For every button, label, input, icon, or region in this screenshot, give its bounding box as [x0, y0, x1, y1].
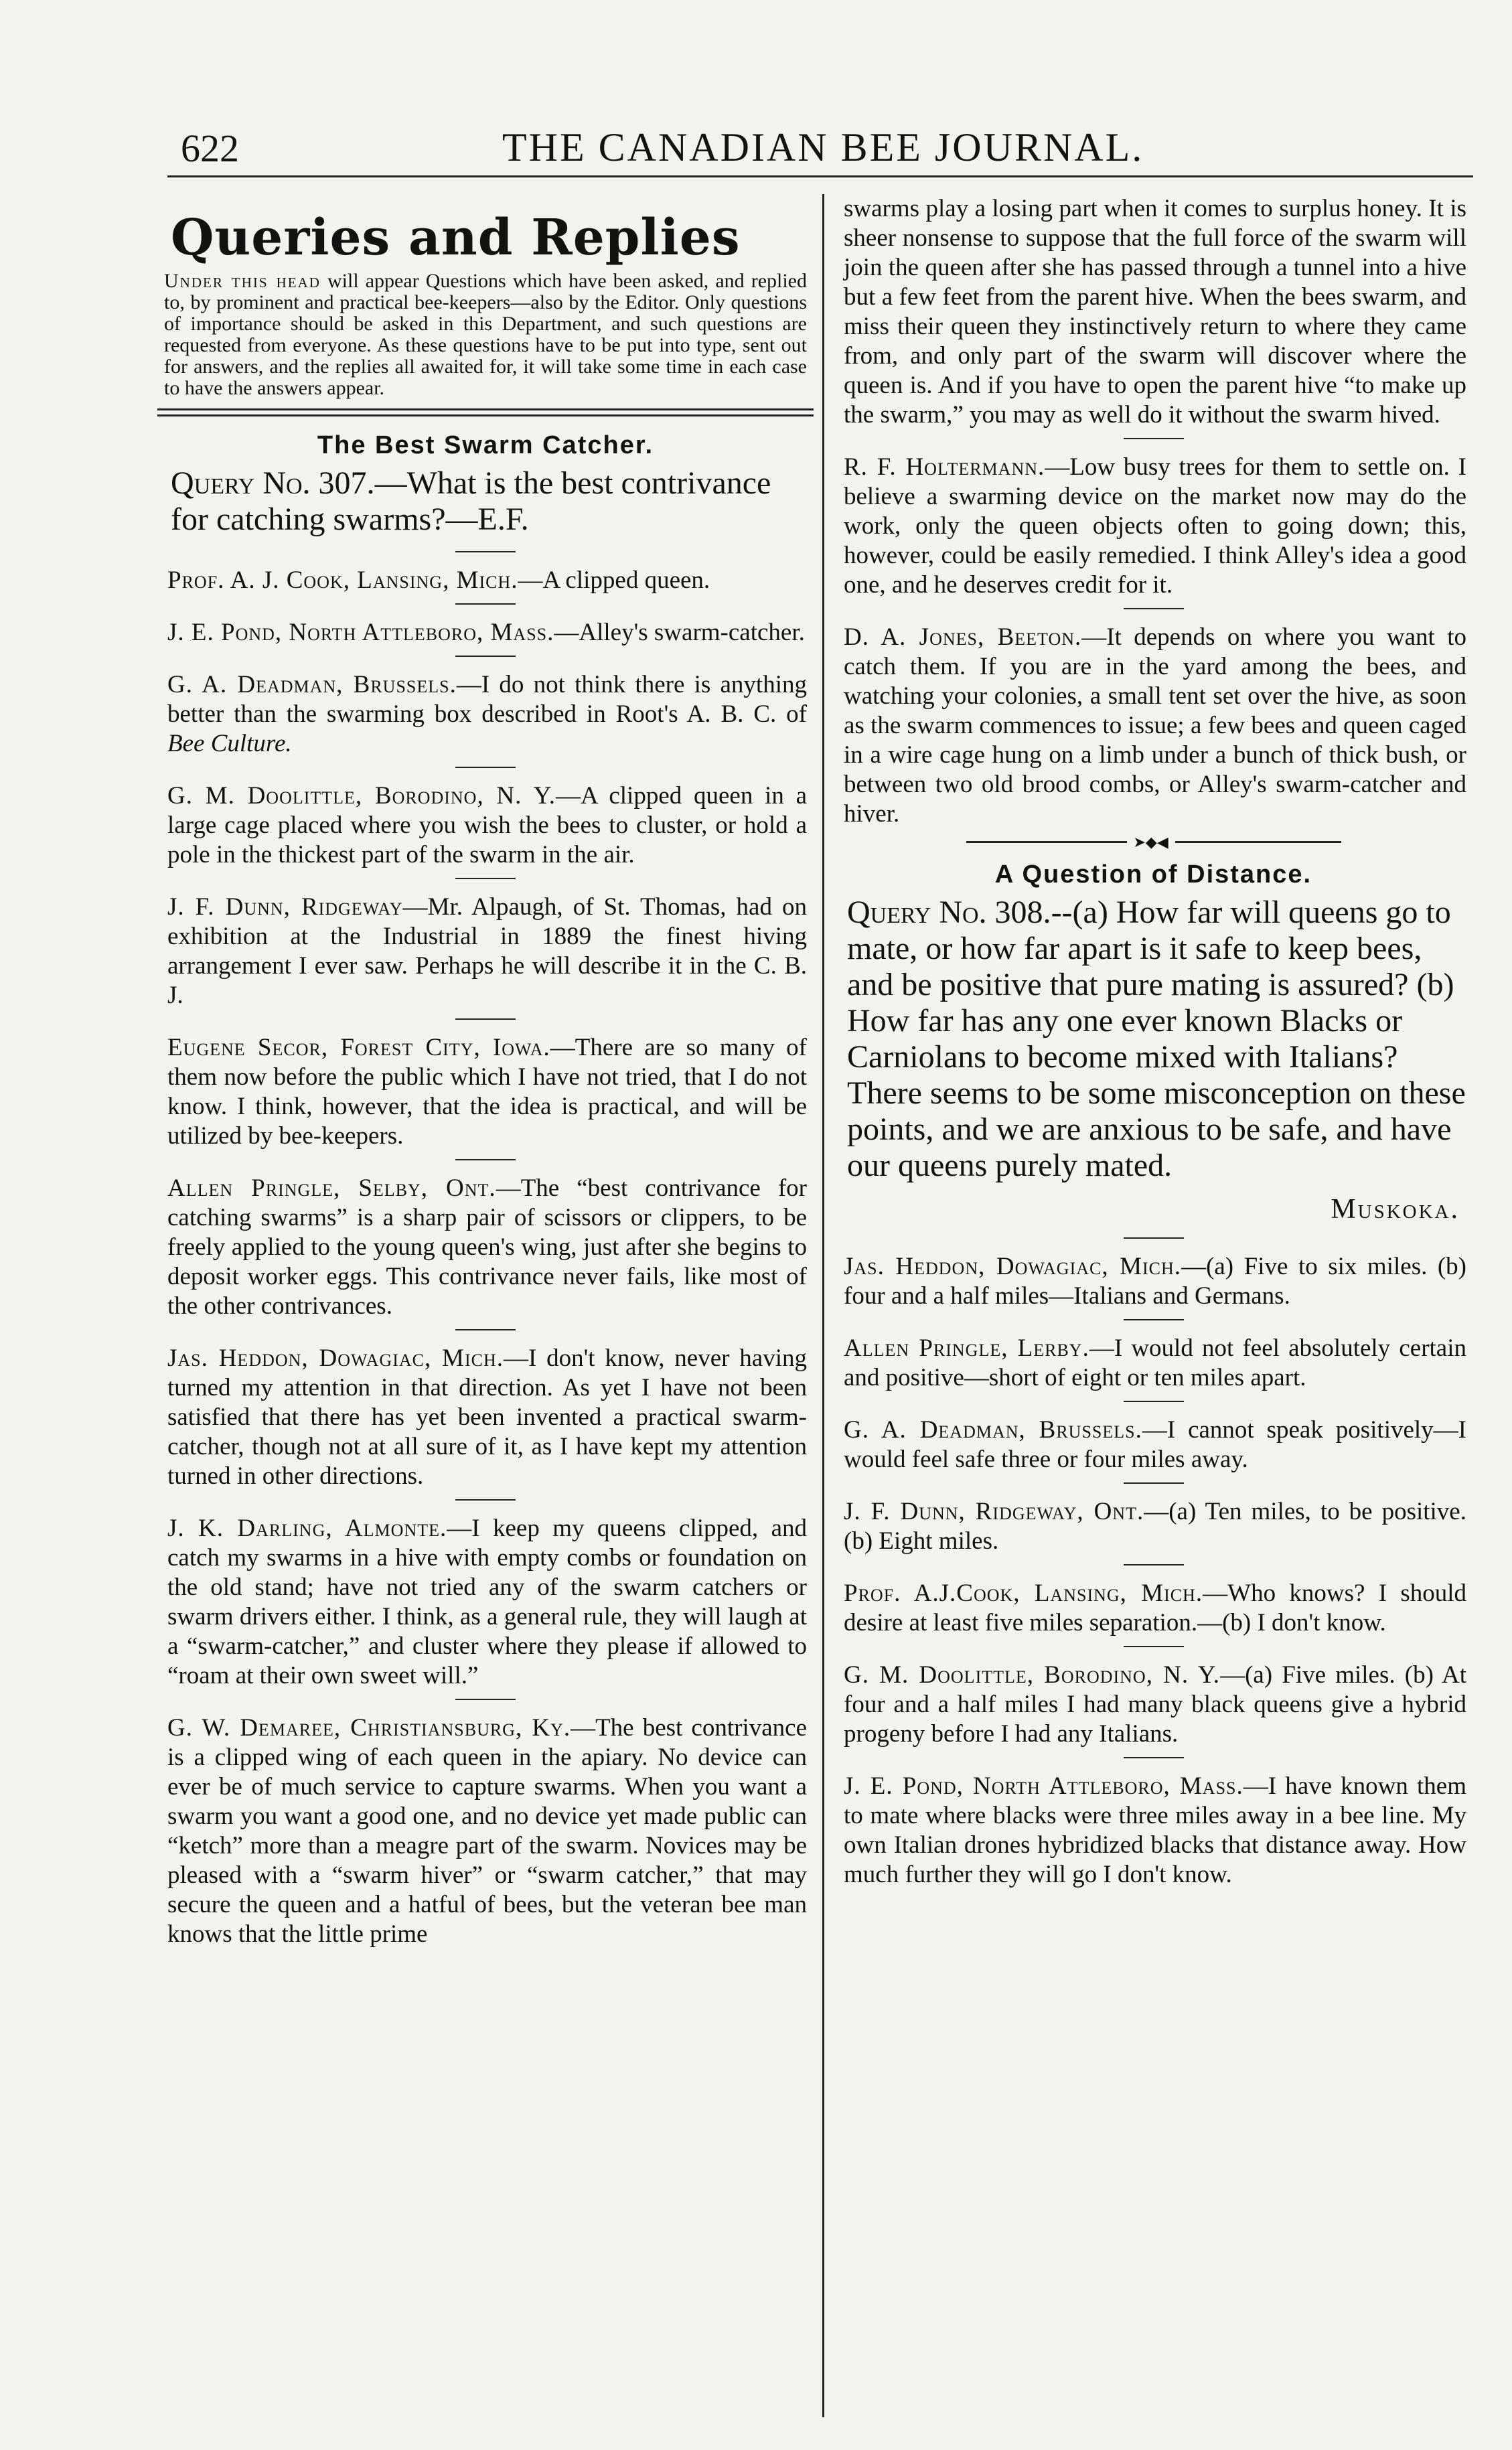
- reply: [167, 1033, 807, 1151]
- double-rule: [157, 408, 814, 416]
- respondent-name: Prof. A.J.Cook, Lansing, Mich.: [844, 1580, 1203, 1607]
- query-text: —What is the best contrivance for catching swarms?—E.F.: [171, 465, 771, 537]
- reply: [167, 1713, 807, 1949]
- separator-rule: [455, 1499, 516, 1501]
- query-307: [171, 465, 807, 538]
- reply-text: —Alley's swarm-catcher.: [554, 619, 805, 646]
- reply-text: —I have known them to mate where blacks were three miles away in a bee line. My own Italian drones hybridized blacks that distance away. How much further they will go I don't know.: [844, 1772, 1466, 1888]
- ornament-rule: [966, 834, 1341, 850]
- reply-text: —Mr. Alpaugh, of St. Thomas, had on exhibition at the Industrial in 1889 the finest hiving arrangement I ever saw. Perhaps he will describe it in the C. B. J.: [167, 893, 807, 1009]
- reply: [167, 1174, 807, 1321]
- reply-text: —I cannot speak positively—I would feel safe three or four miles away.: [844, 1416, 1466, 1473]
- reply: [844, 1497, 1466, 1556]
- reply-text: —A clipped queen in a large cage placed where you wish the bees to cluster, or hold a pole in the thickest part of the swarm in the air.: [167, 782, 807, 868]
- reply: [167, 670, 807, 759]
- left-column: [157, 194, 814, 1957]
- respondent-name: Allen Pringle, Lerby.: [844, 1334, 1089, 1362]
- respondent-name: D. A. Jones, Beeton.: [844, 623, 1082, 651]
- respondent-name: Allen Pringle, Selby, Ont.: [167, 1174, 496, 1202]
- respondent-name: G. W. Demaree, Christiansburg, Ky.: [167, 1714, 571, 1742]
- reply: [167, 566, 807, 595]
- respondent-name: G. M. Doolittle, Borodino, N. Y.: [844, 1661, 1221, 1689]
- separator-rule: [1124, 1757, 1184, 1758]
- respondent-name: Jas. Heddon, Dowagiac, Mich.: [167, 1345, 504, 1372]
- reply-text: —(a) Five miles. (b) At four and a half miles I had many black queens give a hybrid progeny before I had any Italians.: [844, 1661, 1467, 1748]
- department-note-body: will appear Questions which have been asked, and replied to, by prominent and practical bee-keepers—also by the Editor. Only questions of importance should be asked in this Department, and such questions are requested from everyone. As these questions have to be put into type, sent out for answers, and the replies all awaited for, it will take some time in each case to have the answers appear.: [164, 270, 807, 399]
- separator-rule: [1124, 438, 1184, 439]
- right-column: [834, 194, 1473, 1898]
- right-replies-307: [834, 438, 1473, 829]
- left-replies: [157, 551, 814, 1949]
- respondent-name: J. F. Dunn, Ridgeway: [167, 893, 403, 921]
- section-title-distance: A Question of Distance.: [994, 860, 1312, 889]
- respondent-name: J. K. Darling, Almonte.: [167, 1515, 447, 1542]
- reply-text: —I keep my queens clipped, and catch my swarms in a hive with empty combs or foundation on the old stand; have not tried any of the swarm catchers or swarm drivers either. I think, as a general rule, they will laugh at a “swarm-catcher,” and cluster where they please if allowed to “roam at their own sweet will.”: [167, 1515, 807, 1689]
- section-title-swarm-catcher: The Best Swarm Catcher.: [317, 431, 654, 459]
- reply-text: —(a) Five to six miles. (b) four and a half miles—Italians and Germans.: [844, 1253, 1466, 1310]
- query-label: Query No. 307.: [171, 465, 375, 501]
- page-number: 622: [181, 127, 239, 170]
- reply: [844, 1252, 1466, 1311]
- journal-title: THE CANADIAN BEE JOURNAL.: [502, 125, 1144, 169]
- query-label: Query No. 308.: [847, 895, 1051, 930]
- reply: [844, 1579, 1466, 1638]
- reply: [167, 618, 807, 647]
- running-head: [181, 119, 1446, 173]
- respondent-name: J. E. Pond, North Attleboro, Mass.: [844, 1772, 1243, 1800]
- reply-italic: Bee Culture.: [167, 730, 292, 757]
- separator-rule: [1124, 1482, 1184, 1484]
- respondent-name: Prof. A. J. Cook, Lansing, Mich.: [167, 566, 518, 594]
- reply: [844, 1772, 1466, 1890]
- reply-text: —It depends on where you want to catch them. If you are in the yard among the bees, and watching your colonies, a small tent set over the hive, as soon as the swarm commences to issue; a few bees and queen caged in a wire cage hung on a limb under a bunch of thick bush, or between two old brood combs, or Alley's swarm-catcher and hiver.: [844, 623, 1467, 828]
- department-note: [164, 271, 807, 399]
- separator-rule: [455, 1018, 516, 1020]
- reply: [167, 781, 807, 870]
- reply-text: —The best contrivance is a clipped wing of each queen in the apiary. No device can ever be of much service to capture swarms. When you want a swarm you want a good one, and no device yet made public can “ketch” more than a meagre part of the swarm. Novices may be pleased with a “swarm hiver” or “swarm catcher,” that may secure the queen and a hatful of bees, but the veteran bee man knows that the little prime: [167, 1714, 807, 1948]
- separator-rule: [455, 603, 516, 605]
- reply: [844, 1415, 1466, 1474]
- respondent-name: G. A. Deadman, Brussels.: [844, 1416, 1142, 1444]
- reply-text: —The “best contrivance for catching swarms” is a sharp pair of scissors or clippers, to be freely applied to the young queen's wing, just after she begins to deposit worker eggs. This contrivance never fails, like most of the other contrivances.: [167, 1174, 808, 1320]
- separator-rule: [1124, 1564, 1184, 1565]
- separator-rule: [455, 656, 516, 657]
- column-divider: [822, 194, 824, 2417]
- reply-text: —Who knows? I should desire at least five miles separation.—(b) I don't know.: [844, 1580, 1466, 1636]
- separator-rule: [455, 1699, 516, 1700]
- separator-rule: [455, 551, 516, 552]
- separator-rule: [1124, 1319, 1184, 1320]
- separator-rule: [455, 767, 516, 768]
- reply-text: —I would not feel absolutely certain and positive—short of eight or ten miles apart.: [844, 1334, 1467, 1391]
- reply-text: —A clipped queen.: [518, 566, 710, 594]
- query-308: [847, 895, 1466, 1184]
- header-rule: [167, 175, 1473, 177]
- respondent-name: G. A. Deadman, Brussels.: [167, 671, 457, 698]
- respondent-name: G. M. Doolittle, Borodino, N. Y.: [167, 782, 556, 810]
- reply-text: —I do not think there is anything better than the swarming box described in Root's A. B. C. of: [167, 671, 807, 728]
- separator-rule: [1124, 608, 1184, 609]
- reply: [844, 1661, 1466, 1749]
- separator-rule: [455, 1329, 516, 1330]
- continued-reply: swarms play a losing part when it comes to surplus honey. It is sheer nonsense to suppose that the full force of the swarm will join the queen after she has passed through a tunnel into a hive but a few feet from the parent hive. When the bees swarm, and miss their queen they instinctively return to where they came from, and only part of the swarm will discover where the queen is. And if you have to open the parent hive “to make up the swarm,” you may as well do it without the swarm hived.: [844, 195, 1466, 429]
- reply: [844, 623, 1466, 829]
- reply-text: —I don't know, never having turned my attention in that direction. As yet I have not been satisfied that there has yet been invented a practical swarm-catcher, though not at all sure of it, as I have kept my attention turned in other directions.: [167, 1345, 807, 1490]
- reply-text: —Low busy trees for them to settle on. I believe a swarming device on the market now may do the work, only the queen objects often to going down; this, however, could be easily remedied. I think Alley's idea a good one, and he deserves credit for it.: [844, 453, 1466, 599]
- respondent-name: Jas. Heddon, Dowagiac, Mich.: [844, 1253, 1182, 1280]
- separator-rule: [1124, 1401, 1184, 1402]
- department-title: Queries and Replies: [171, 209, 741, 266]
- respondent-name: J. F. Dunn, Ridgeway, Ont.: [844, 1498, 1144, 1525]
- reply: [844, 1334, 1466, 1393]
- reply-text: —There are so many of them now before the public which I have not tried, that I do not know. I think, however, that the idea is practical, and will be utilized by bee-keepers.: [167, 1034, 808, 1150]
- reply: [167, 1514, 807, 1691]
- respondent-name: J. E. Pond, North Attleboro, Mass.: [167, 619, 554, 646]
- separator-rule: [455, 878, 516, 879]
- separator-rule: [455, 1159, 516, 1160]
- reply: [167, 1344, 807, 1491]
- query-text: --(a) How far will queens go to mate, or how far apart is it safe to keep bees, and be positive that pure mating is assured? (b) How far has any one ever known Blacks or Carniolans to become mixed with Italians? There seems to be some misconception on these points, and we are anxious to be safe, and have our queens purely mated.: [847, 895, 1466, 1183]
- reply: [167, 893, 807, 1010]
- department-note-lead: Under this head: [164, 270, 321, 292]
- respondent-name: R. F. Holtermann.: [844, 453, 1045, 481]
- reply: [844, 453, 1466, 600]
- separator-rule: [1124, 1237, 1184, 1239]
- query-signature: Muskoka.: [1331, 1194, 1460, 1225]
- respondent-name: Eugene Secor, Forest City, Iowa.: [167, 1034, 550, 1061]
- reply-text: —(a) Ten miles, to be positive. (b) Eight miles.: [844, 1498, 1466, 1555]
- separator-rule: [1124, 1646, 1184, 1647]
- right-replies-308: [834, 1237, 1473, 1890]
- ornament-icon: ➤◆◀: [1127, 834, 1175, 851]
